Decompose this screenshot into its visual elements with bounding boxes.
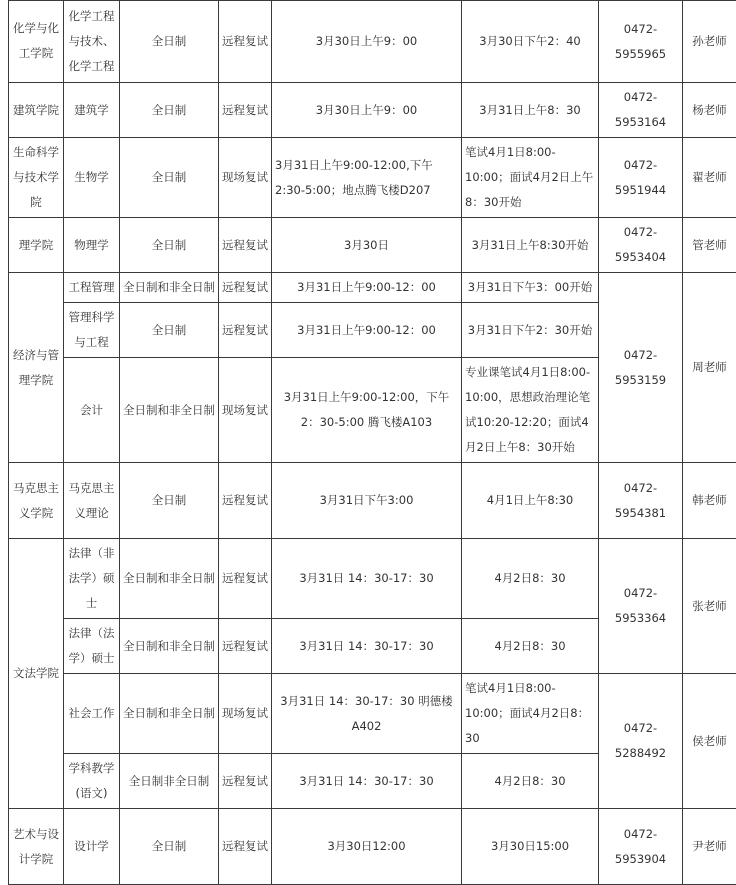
review-time-cell: 3月30日上午9：00 [272, 1, 462, 83]
review-time-cell: 3月31日 14：30-17：30 [272, 539, 462, 619]
major-cell: 生物学 [64, 138, 120, 218]
table-row [9, 809, 736, 885]
contact-cell: 孙老师 [683, 1, 736, 83]
mode-cell: 全日制 [120, 1, 219, 83]
mode-cell: 全日制 [120, 463, 219, 539]
method-cell: 远程复试 [219, 809, 272, 885]
method-cell: 远程复试 [219, 754, 272, 809]
college-cell: 建筑学院 [9, 83, 64, 138]
major-cell: 管理科学与工程 [64, 303, 120, 358]
method-cell: 远程复试 [219, 463, 272, 539]
result-time-cell: 3月31日下午3：00开始 [462, 273, 599, 303]
result-time-cell: 笔试4月1日8:00-10:00；面试4月2日8：30 [462, 674, 599, 754]
review-time-cell: 3月30日上午9：00 [272, 83, 462, 138]
major-cell: 建筑学 [64, 83, 120, 138]
method-cell: 现场复试 [219, 138, 272, 218]
table-row [9, 138, 736, 218]
review-time-cell: 3月31日上午9:00-12:00，下午2：30-5:00 腾飞楼A103 [272, 358, 462, 463]
college-cell: 马克思主义学院 [9, 463, 64, 539]
contact-cell: 管老师 [683, 218, 736, 273]
major-cell: 法律（法学）硕士 [64, 619, 120, 674]
major-cell: 工程管理 [64, 273, 120, 303]
result-time-cell: 4月2日8：30 [462, 539, 599, 619]
contact-cell: 周老师 [683, 273, 736, 463]
phone-cell: 0472-5955965 [599, 1, 683, 83]
college-cell: 化学与化工学院 [9, 1, 64, 83]
method-cell: 远程复试 [219, 303, 272, 358]
table-row [9, 218, 736, 273]
review-time-cell: 3月31日上午9:00-12：00 [272, 273, 462, 303]
table-row [9, 463, 736, 539]
contact-cell: 尹老师 [683, 809, 736, 885]
table-row [9, 273, 736, 303]
result-time-cell: 3月30日下午2：40 [462, 1, 599, 83]
college-cell: 理学院 [9, 218, 64, 273]
major-cell: 会计 [64, 358, 120, 463]
major-cell: 设计学 [64, 809, 120, 885]
phone-cell: 0472-5953404 [599, 218, 683, 273]
mode-cell: 全日制和非全日制 [120, 539, 219, 619]
table-row [9, 539, 736, 619]
table-row [9, 83, 736, 138]
phone-cell: 0472-5951944 [599, 138, 683, 218]
result-time-cell: 3月31日上午8：30 [462, 83, 599, 138]
contact-cell: 杨老师 [683, 83, 736, 138]
college-cell: 生命科学与技术学院 [9, 138, 64, 218]
method-cell: 远程复试 [219, 218, 272, 273]
phone-cell: 0472-5953164 [599, 83, 683, 138]
contact-cell: 张老师 [683, 539, 736, 674]
result-time-cell: 4月1日上午8:30 [462, 463, 599, 539]
phone-cell: 0472-5288492 [599, 674, 683, 809]
result-time-cell: 4月2日8：30 [462, 619, 599, 674]
phone-cell: 0472-5953364 [599, 539, 683, 674]
phone-cell: 0472-5953159 [599, 273, 683, 463]
result-time-cell: 3月31日下午2：30开始 [462, 303, 599, 358]
review-time-cell: 3月31日 14：30-17：30 [272, 754, 462, 809]
schedule-table [8, 0, 736, 885]
table-row [9, 674, 736, 754]
method-cell: 远程复试 [219, 539, 272, 619]
major-cell: 学科教学(语文) [64, 754, 120, 809]
mode-cell: 全日制和非全日制 [120, 674, 219, 754]
method-cell: 远程复试 [219, 1, 272, 83]
review-time-cell: 3月31日 14：30-17：30 明德楼A402 [272, 674, 462, 754]
college-cell: 经济与管理学院 [9, 273, 64, 463]
mode-cell: 全日制和非全日制 [120, 619, 219, 674]
college-cell: 文法学院 [9, 539, 64, 809]
mode-cell: 全日制 [120, 809, 219, 885]
result-time-cell: 4月2日8：30 [462, 754, 599, 809]
review-time-cell: 3月30日 [272, 218, 462, 273]
college-cell: 艺术与设计学院 [9, 809, 64, 885]
mode-cell: 全日制非全日制 [120, 754, 219, 809]
mode-cell: 全日制和非全日制 [120, 273, 219, 303]
contact-cell: 韩老师 [683, 463, 736, 539]
major-cell: 化学工程与技术、化学工程 [64, 1, 120, 83]
mode-cell: 全日制 [120, 218, 219, 273]
review-time-cell: 3月31日上午9:00-12：00 [272, 303, 462, 358]
review-time-cell: 3月31日下午3:00 [272, 463, 462, 539]
major-cell: 社会工作 [64, 674, 120, 754]
contact-cell: 翟老师 [683, 138, 736, 218]
mode-cell: 全日制 [120, 303, 219, 358]
mode-cell: 全日制 [120, 83, 219, 138]
result-time-cell: 3月30日15:00 [462, 809, 599, 885]
major-cell: 法律（非法学）硕士 [64, 539, 120, 619]
review-time-cell: 3月30日12:00 [272, 809, 462, 885]
method-cell: 远程复试 [219, 619, 272, 674]
mode-cell: 全日制 [120, 138, 219, 218]
result-time-cell: 笔试4月1日8:00-10:00；面试4月2日上午8：30开始 [462, 138, 599, 218]
result-time-cell: 3月31日上午8:30开始 [462, 218, 599, 273]
contact-cell: 侯老师 [683, 674, 736, 809]
mode-cell: 全日制和非全日制 [120, 358, 219, 463]
method-cell: 远程复试 [219, 83, 272, 138]
phone-cell: 0472-5953904 [599, 809, 683, 885]
result-time-cell: 专业课笔试4月1日8:00-10:00，思想政治理论笔试10:20-12:20；面试4月2日上午8：30开始 [462, 358, 599, 463]
table-row [9, 1, 736, 83]
review-time-cell: 3月31日 14：30-17：30 [272, 619, 462, 674]
method-cell: 远程复试 [219, 273, 272, 303]
method-cell: 现场复试 [219, 674, 272, 754]
phone-cell: 0472-5954381 [599, 463, 683, 539]
major-cell: 物理学 [64, 218, 120, 273]
major-cell: 马克思主义理论 [64, 463, 120, 539]
method-cell: 现场复试 [219, 358, 272, 463]
review-time-cell: 3月31日上午9:00-12:00,下午2:30-5:00；地点腾飞楼D207 [272, 138, 462, 218]
